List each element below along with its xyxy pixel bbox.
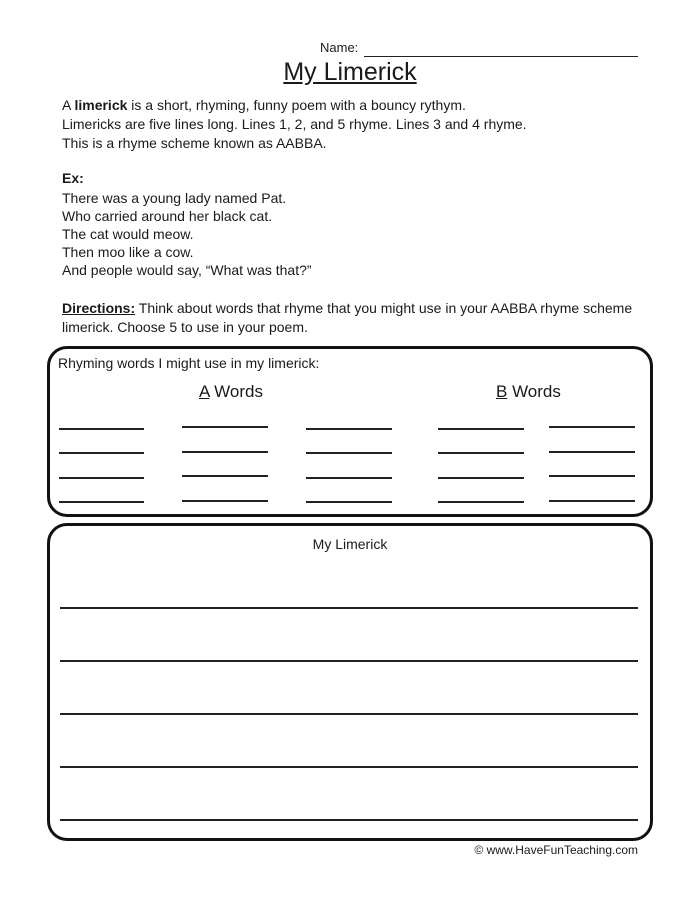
a-word-blank[interactable] [182,475,268,477]
b-word-blank[interactable] [549,451,635,453]
a-word-blank[interactable] [306,428,392,430]
b-word-blank[interactable] [438,452,524,454]
example-line: Who carried around her black cat. [62,208,273,224]
rhyming-words-box [47,346,653,517]
example-poem [62,189,312,279]
intro-line-3: This is a rhyme scheme known as AABBA. [62,135,327,151]
name-input-line[interactable] [364,56,638,57]
b-word-blank[interactable] [438,477,524,479]
a-word-blank[interactable] [182,426,268,428]
b-word-blank[interactable] [549,475,635,477]
b-word-blank[interactable] [438,428,524,430]
limerick-writing-line[interactable] [60,660,638,662]
limerick-writing-line[interactable] [60,819,638,821]
intro-line-2: Limericks are five lines long. Lines 1, 2, and 5 rhyme. Lines 3 and 4 rhyme. [62,116,527,132]
a-word-blank[interactable] [59,452,144,454]
example-line: The cat would meow. [62,226,194,242]
intro-line-1: A limerick is a short, rhyming, funny poem with a bouncy rythym. [62,97,466,113]
a-words-heading: A Words [199,382,263,401]
a-word-blank[interactable] [306,477,392,479]
page-title: My Limerick [283,58,417,86]
my-limerick-box [47,523,653,841]
name-label: Name: [320,40,359,55]
example-line: Then moo like a cow. [62,244,194,260]
example-label: Ex: [62,170,84,186]
a-word-blank[interactable] [59,477,144,479]
example-line: And people would say, “What was that?” [62,262,312,278]
b-word-blank[interactable] [438,501,524,503]
limerick-box-title: My Limerick [312,536,388,552]
directions-label: Directions: [62,300,136,316]
a-word-blank[interactable] [182,451,268,453]
directions-text: Think about words that rhyme that you might use in your AABBA rhyme scheme limerick. Choose 5 to use in your poem. [62,300,633,335]
copyright-footer: © www.HaveFunTeaching.com [474,843,638,857]
a-word-blank[interactable] [182,500,268,502]
limerick-term: limerick [74,97,128,113]
b-word-blank[interactable] [549,500,635,502]
a-word-blank[interactable] [59,501,144,503]
limerick-writing-line[interactable] [60,766,638,768]
example-line: There was a young lady named Pat. [62,190,287,206]
intro-paragraph [62,96,527,153]
rhyming-box-title: Rhyming words I might use in my limerick: [58,355,320,371]
a-word-blank[interactable] [306,501,392,503]
limerick-writing-line[interactable] [60,607,638,609]
b-words-heading: B Words [496,382,561,401]
a-word-blank[interactable] [59,428,144,430]
directions-paragraph [62,299,652,337]
a-word-blank[interactable] [306,452,392,454]
limerick-writing-line[interactable] [60,713,638,715]
b-word-blank[interactable] [549,426,635,428]
